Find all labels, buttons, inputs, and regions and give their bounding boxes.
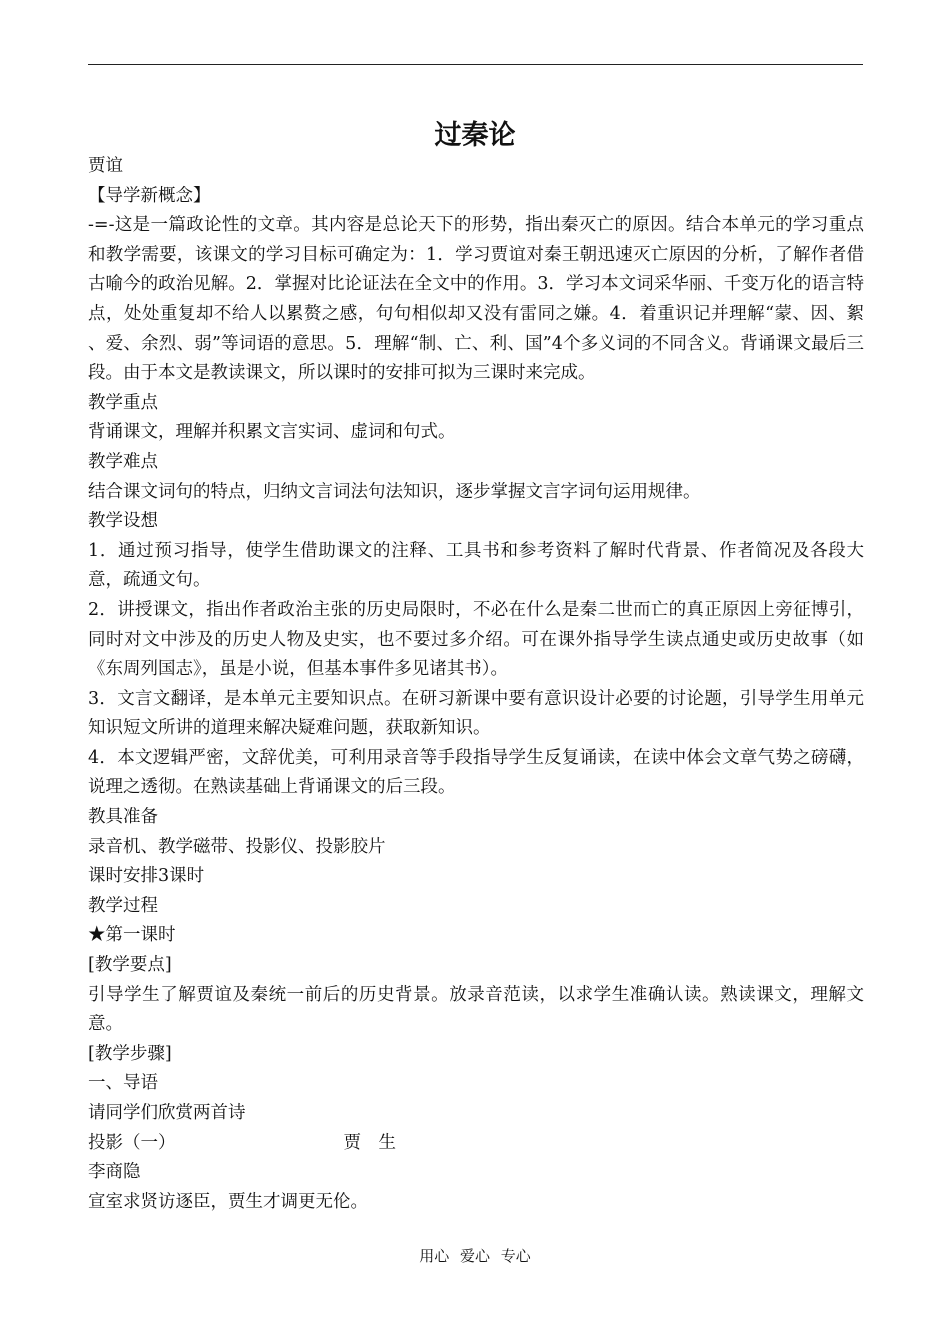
section-heading-guide: 【导学新概念】 xyxy=(88,185,211,206)
design-item: 1．通过预习指导，使学生借助课文的注释、工具书和参考资料了解时代背景、作者简况及各段大意，疏通文句。 xyxy=(88,540,864,591)
header-rule xyxy=(88,64,863,65)
lesson1-points-heading: [教学要点] xyxy=(88,955,172,976)
difficulties-heading: 教学难点 xyxy=(88,451,158,472)
poem-line: 宣室求贤访逐臣，贾生才调更无伦。 xyxy=(88,1191,368,1212)
design-item: 2．讲授课文，指出作者政治主张的历史局限时，不必在什么是秦二世而亡的真正原因上旁征博引，同时对文中涉及的历史人物及史实，也不要过多介绍。可在课外指导学生读点通史或历史故事（如《东周列国志》，虽是小说，但基本事件多见诸其书）。 xyxy=(88,599,864,680)
tools-heading: 教具准备 xyxy=(88,807,158,828)
author-name: 贾谊 xyxy=(88,156,123,176)
lesson1-steps-heading: [教学步骤] xyxy=(88,1043,172,1064)
projection-label: 投影（一） xyxy=(88,1132,176,1153)
projection-line xyxy=(88,1129,864,1159)
poem-author: 李商隐 xyxy=(88,1162,141,1183)
lesson1-heading: ★第一课时 xyxy=(88,925,176,946)
key-points-text: 背诵课文，理解并积累文言实词、虚词和句式。 xyxy=(88,422,456,443)
step1-heading: 一、导语 xyxy=(88,1073,158,1094)
key-points-heading: 教学重点 xyxy=(88,392,158,413)
lesson1-points-text: 引导学生了解贾谊及秦统一前后的历史背景。放录音范读，以求学生准确认读。熟读课文，理解文意。 xyxy=(88,984,864,1035)
page-footer: 用心 爱心 专心 xyxy=(419,1247,531,1265)
poem-title: 贾 生 xyxy=(343,1132,396,1153)
design-item: 3．文言文翻译，是本单元主要知识点。在研习新课中要有意识设计必要的讨论题，引导学生用单元知识短文所讲的道理来解决疑难问题，获取新知识。 xyxy=(88,688,864,739)
design-heading: 教学设想 xyxy=(88,511,158,532)
schedule-text: 课时安排3课时 xyxy=(88,866,205,887)
design-item: 4．本文逻辑严密，文辞优美，可利用录音等手段指导学生反复诵读，在读中体会文章气势之磅礴，说理之透彻。在熟读基础上背诵课文的后三段。 xyxy=(88,747,864,798)
step1-text: 请同学们欣赏两首诗 xyxy=(88,1103,246,1123)
document-title: 过秦论 xyxy=(434,120,516,151)
document-body xyxy=(88,152,864,1217)
tools-text: 录音机、教学磁带、投影仪、投影胶片 xyxy=(88,836,386,857)
guide-paragraph: -=-这是一篇政论性的文章。其内容是总论天下的形势，指出秦灭亡的原因。结合本单元的学习重点和教学需要，该课文的学习目标可确定为：1．学习贾谊对秦王朝迅速灭亡原因的分析，了解作者借古喻今的政治见解。2．掌握对比论证法在全文中的作用。3．学习本文词采华丽、千变万化的语言特点，处处重复却不给人以累赘之感，句句相似却又没有雷同之嫌。4．着重识记并理解“蒙、因、絮 、爱、余烈、弱”等词语的意思。5．理解“制、亡、利、国”4个多义词的不同含义。背诵课文最后三段。由于本文是教读课文，所以课时的安排可拟为三课时来完成。 xyxy=(88,215,864,384)
difficulties-text: 结合课文词句的特点，归纳文言词法句法知识，逐步掌握文言字词句运用规律。 xyxy=(88,481,701,502)
process-heading: 教学过程 xyxy=(88,895,158,916)
